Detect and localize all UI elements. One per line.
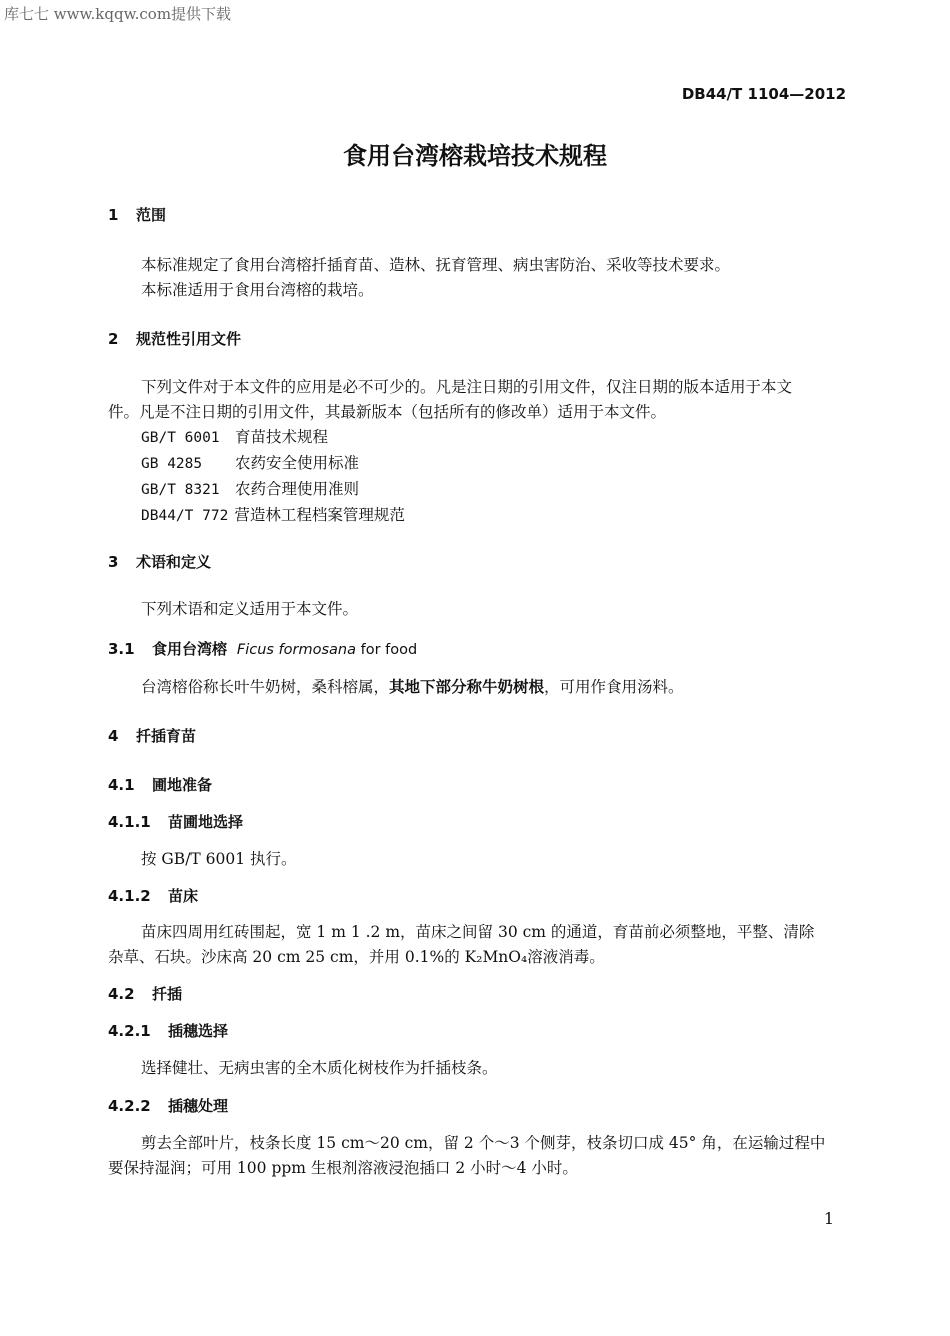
reference-item bbox=[141, 477, 405, 503]
section-title: 苗床 bbox=[168, 887, 199, 905]
section-title: 扦插育苗 bbox=[136, 727, 197, 745]
watermark-text: 库七七 www.kqqw.com提供下载 bbox=[4, 5, 232, 23]
section-4-2-heading bbox=[108, 983, 182, 1004]
reference-item bbox=[141, 425, 405, 451]
section-4-1-heading bbox=[108, 774, 212, 795]
section-number: 4 bbox=[108, 727, 119, 745]
latin-name bbox=[232, 642, 417, 658]
section-2-heading bbox=[108, 328, 241, 349]
section-3-intro bbox=[108, 597, 848, 622]
section-title: 插穗处理 bbox=[168, 1097, 229, 1115]
paragraph: 选择健壮、无病虫害的全木质化树枝作为扦插枝条。 bbox=[141, 1059, 498, 1077]
paragraph-line: 下列文件对于本文件的应用是必不可少的。凡是注日期的引用文件，仅注日期的版本适用于本文 bbox=[141, 378, 793, 396]
section-number: 4.2 bbox=[108, 985, 135, 1003]
section-1-heading bbox=[108, 204, 166, 225]
section-4-2-1-heading bbox=[108, 1020, 228, 1041]
section-title: 规范性引用文件 bbox=[136, 330, 242, 348]
section-4-1-2-heading bbox=[108, 885, 198, 906]
paragraph-line: 苗床四周用红砖围起，宽 1 m 1 .2 m，苗床之间留 30 cm 的通道，育苗前必须整地，平整、清除 bbox=[141, 923, 815, 941]
section-title: 圃地准备 bbox=[152, 776, 213, 794]
reference-item bbox=[141, 451, 405, 477]
section-number: 1 bbox=[108, 206, 119, 224]
section-number: 4.2.1 bbox=[108, 1022, 151, 1040]
section-title: 食用台湾榕 bbox=[152, 640, 228, 658]
reference-code: DB44/T 772 bbox=[141, 508, 229, 524]
paragraph: 下列术语和定义适用于本文件。 bbox=[141, 600, 359, 618]
reference-list bbox=[141, 425, 405, 529]
section-1-body bbox=[108, 253, 848, 303]
document-number: DB44/T 1104—2012 bbox=[681, 85, 846, 103]
paragraph-line: 要保持湿润；可用 100 ppm 生根剂溶液浸泡插口 2 小时～4 小时。 bbox=[108, 1159, 578, 1177]
reference-name: 营造林工程档案管理规范 bbox=[234, 506, 405, 524]
reference-name: 育苗技术规程 bbox=[235, 428, 329, 446]
section-2-intro bbox=[108, 375, 848, 425]
section-number: 3.1 bbox=[108, 640, 135, 658]
text-run: 台湾榕俗称长叶牛奶树，桑科榕属， bbox=[141, 678, 390, 696]
section-4-2-2-body bbox=[108, 1131, 848, 1181]
paragraph bbox=[108, 674, 848, 700]
section-4-1-2-body bbox=[108, 920, 848, 970]
section-3-heading bbox=[108, 551, 211, 572]
paragraph-line: 剪去全部叶片，枝条长度 15 cm～20 cm，留 2 个～3 个侧芽，枝条切口成 45° 角，在运输过程中 bbox=[141, 1134, 826, 1152]
paragraph-line: 件。凡是不注日期的引用文件，其最新版本（包括所有的修改单）适用于本文件。 bbox=[108, 403, 667, 421]
section-title: 范围 bbox=[136, 206, 167, 224]
section-number: 4.1.1 bbox=[108, 813, 151, 831]
section-title: 扦插 bbox=[152, 985, 183, 1003]
reference-name: 农药合理使用准则 bbox=[235, 480, 360, 498]
section-number: 3 bbox=[108, 553, 119, 571]
section-title: 苗圃地选择 bbox=[168, 813, 244, 831]
reference-code: GB/T 6001 bbox=[141, 430, 220, 446]
section-3-1-heading bbox=[108, 638, 417, 659]
section-4-heading bbox=[108, 725, 196, 746]
section-4-1-1-heading bbox=[108, 811, 243, 832]
paragraph: 按 GB/T 6001 执行。 bbox=[141, 850, 297, 868]
reference-item bbox=[141, 503, 405, 529]
section-number: 4.1.2 bbox=[108, 887, 151, 905]
section-4-2-2-heading bbox=[108, 1095, 228, 1116]
paragraph-line: 杂草、石块。沙床高 20 cm 25 cm，并用 0.1%的 K₂MnO₄溶液消毒。 bbox=[108, 948, 605, 966]
page-title: 食用台湾榕栽培技术规程 bbox=[343, 142, 607, 170]
bold-text-run: 其地下部分称牛奶树根 bbox=[389, 677, 545, 696]
section-title: 插穗选择 bbox=[168, 1022, 229, 1040]
paragraph: 本标准规定了食用台湾榕扦插育苗、造林、抚育管理、病虫害防治、采收等技术要求。 bbox=[141, 256, 731, 274]
section-3-1-body bbox=[108, 674, 848, 700]
section-4-1-1-body bbox=[108, 847, 848, 872]
text-run: ，可用作食用汤料。 bbox=[544, 678, 684, 696]
reference-code: GB 4285 bbox=[141, 456, 203, 472]
section-number: 2 bbox=[108, 330, 119, 348]
scientific-name: Ficus formosana bbox=[236, 642, 357, 658]
reference-code: GB/T 8321 bbox=[141, 482, 220, 498]
page-number: 1 bbox=[823, 1209, 834, 1228]
latin-suffix: for food bbox=[360, 642, 418, 658]
section-number: 4.1 bbox=[108, 776, 135, 794]
section-title: 术语和定义 bbox=[136, 553, 212, 571]
paragraph: 本标准适用于食用台湾榕的栽培。 bbox=[141, 281, 374, 299]
reference-name: 农药安全使用标准 bbox=[235, 454, 360, 472]
section-number: 4.2.2 bbox=[108, 1097, 151, 1115]
section-4-2-1-body bbox=[108, 1056, 848, 1081]
